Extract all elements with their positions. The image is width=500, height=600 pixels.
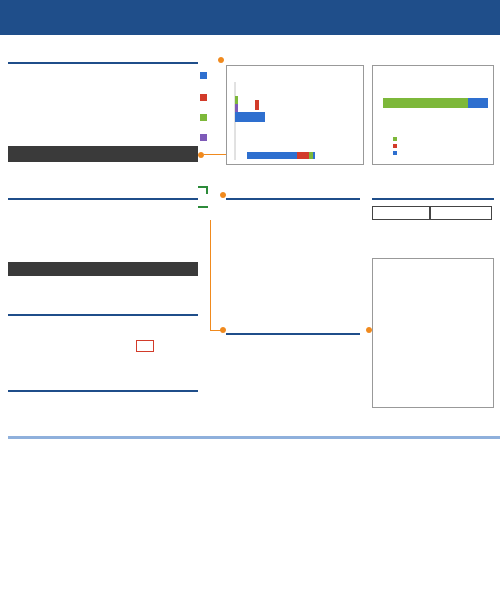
connector-dot — [198, 152, 204, 158]
divider — [8, 436, 500, 439]
swatch-purple — [200, 134, 207, 141]
efetivo-svg — [373, 66, 495, 166]
composicao-svg — [227, 66, 365, 166]
green-connector-2 — [198, 206, 208, 208]
eff-bar-blue — [468, 98, 488, 108]
comp-bar-blue — [235, 112, 265, 122]
custos-svg — [373, 259, 495, 409]
comp-total-red — [297, 152, 309, 159]
efetivo-chart — [372, 65, 494, 165]
connector-line — [204, 154, 228, 155]
swatch-green — [200, 114, 207, 121]
composicao-chart — [226, 65, 364, 165]
custos-chart — [372, 258, 494, 408]
swatch-red — [200, 94, 207, 101]
base-irrf-value — [372, 206, 430, 220]
total-vantagens-row — [8, 146, 198, 162]
comp-bar-red — [255, 100, 259, 110]
comp-total-green — [309, 152, 313, 159]
eff-bar-green — [383, 98, 468, 108]
page-title — [0, 0, 500, 35]
outros-dot-right — [366, 327, 372, 333]
swatch-blue — [200, 72, 207, 79]
composicao-dot — [218, 57, 224, 63]
total-descontos-row — [8, 262, 198, 276]
green-connector — [198, 186, 208, 194]
outros-connector — [210, 330, 222, 331]
orange-connector — [210, 220, 211, 330]
inflacao-input[interactable] — [136, 340, 154, 352]
base-prev-value — [430, 206, 492, 220]
efetivo-legend — [393, 136, 397, 157]
